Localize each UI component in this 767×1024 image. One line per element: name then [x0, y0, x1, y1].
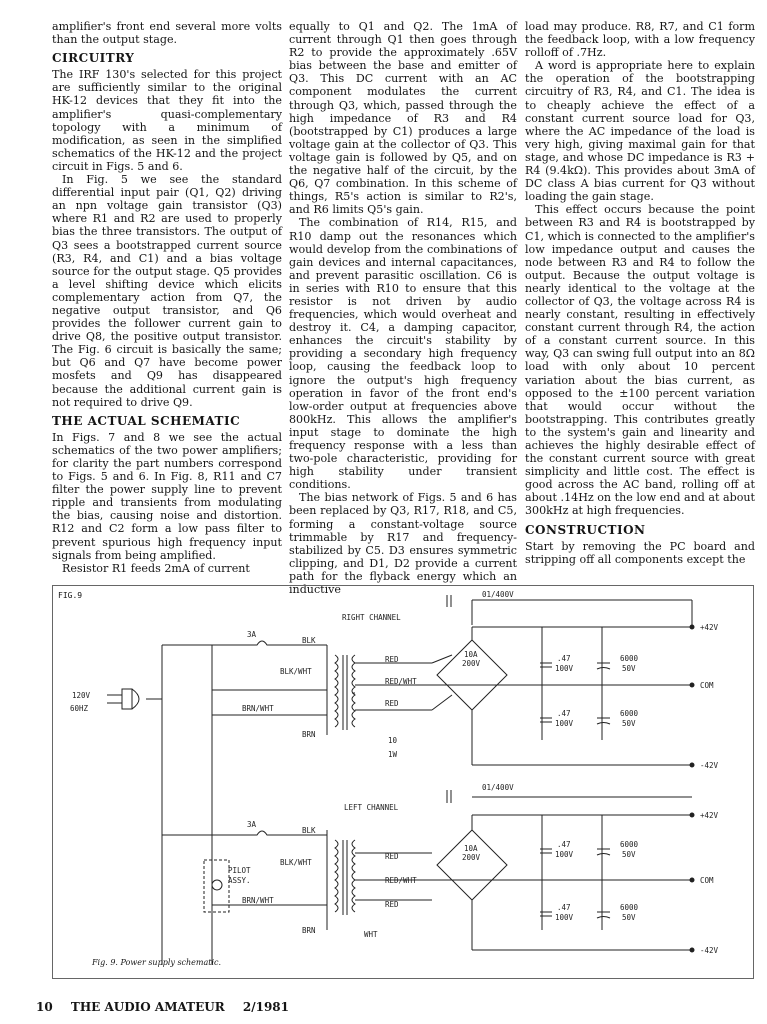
mains-label: 120V: [72, 691, 91, 700]
wire-label: BRN/WHT: [242, 704, 274, 713]
text-column-2: [289, 20, 517, 596]
wire-label: BLK/WHT: [280, 667, 312, 676]
right-channel-label: RIGHT CHANNEL: [342, 613, 401, 622]
cap-label: 6000: [620, 840, 639, 849]
text-column-1: [52, 20, 282, 575]
cap-label: .47: [557, 709, 571, 718]
figure-caption: Fig. 9. Power supply schematic.: [92, 958, 222, 967]
issue-date: 2/1981: [242, 1000, 289, 1014]
cap-label: .47: [557, 903, 571, 912]
paragraph: The bias network of Figs. 5 and 6 has been replaced by Q3, R17, R18, and C5, forming a constant-voltage source trimmable by R17 and frequency-stabilized by C5. D3 ensures symmetric clipping, and D1, D2 provide a current path for the flyback energy which an inductive: [289, 491, 517, 597]
paragraph: Start by removing the PC board and stripping off all components except the: [525, 539, 755, 566]
paragraph: amplifier's front end several more volts than the output stage.: [52, 20, 282, 47]
page-footer: [36, 1000, 303, 1014]
bridge-label: 10A: [464, 844, 478, 853]
mains-label: 60HZ: [70, 704, 89, 713]
paragraph: In Figs. 7 and 8 we see the actual schematics of the two power amplifiers; for clarity the part numbers correspond to Figs. 5 and 6. In Fig. 8, R11 and C7 filter the power supply line to prevent ripple and transients from modulating the bias, causing noise and distortion. R12 and C2 form a low pass filter to prevent spurious high frequency input signals from being amplified.: [52, 430, 282, 562]
pilot-label: PILOT: [228, 866, 251, 875]
section-heading-circuitry: CIRCUITRY: [52, 51, 135, 66]
wire-label: RED: [385, 699, 399, 708]
cap-label: 50V: [622, 719, 636, 728]
paragraph: equally to Q1 and Q2. The 1mA of current through Q1 then goes through R2 to provide the approximately .65V bias between the base and emitter of Q3. This DC current with an AC component modulates the current through Q3, which, passed through the high impedance of R3 and R4 (bootstrapped by C1) produces a large voltage gain at the collector of Q3. This voltage gain is followed by Q5, and on the negative half of the circuit, by the Q6, Q7 combination. In this scheme of things, R5's action is similar to R2's, and R6 limits Q5's gain.: [289, 20, 517, 217]
left-channel-label: LEFT CHANNEL: [344, 803, 399, 812]
cap-label: 01/400V: [482, 783, 514, 792]
magazine-title: THE AUDIO AMATEUR: [70, 1000, 225, 1014]
wire-label: RED: [385, 655, 399, 664]
bridge-label: 200V: [462, 853, 481, 862]
pilot-label: ASSY.: [228, 876, 251, 885]
cap-label: 100V: [555, 913, 574, 922]
rail-label: COM: [700, 876, 714, 885]
fuse-label: 3A: [247, 630, 257, 639]
cap-label: 100V: [555, 850, 574, 859]
cap-label: 100V: [555, 719, 574, 728]
cap-label: 01/400V: [482, 590, 514, 599]
bridge-label: 200V: [462, 659, 481, 668]
cap-label: .47: [557, 654, 571, 663]
resistor-label: 1W: [388, 750, 398, 759]
fuse-label: 3A: [247, 820, 257, 829]
section-heading-actual-schematic: THE ACTUAL SCHEMATIC: [52, 413, 241, 428]
cap-label: 50V: [622, 850, 636, 859]
resistor-label: 10: [388, 736, 398, 745]
cap-label: 50V: [622, 664, 636, 673]
wire-label: BLK: [302, 826, 316, 835]
paragraph: load may produce. R8, R7, and C1 form the feedback loop, with a low frequency rolloff of .7Hz.: [525, 20, 755, 60]
cap-label: 6000: [620, 903, 639, 912]
wire-label: RED: [385, 852, 399, 861]
paragraph: This effect occurs because the point between R3 and R4 is bootstrapped by C1, which is connected to the amplifier's low impedance output and causes the node between R3 and R4 to follow the output. Because the output voltage is nearly identical to the voltage at the collector of Q3, the voltage across R4 is nearly constant, resulting in effectively constant current through R4, the action of a constant current source. In this way, Q3 can swing full output into an 8Ω load with only about 10 percent variation about the bias current, as opposed to the ±100 percent variation that would occur without the bootstrapping. This contributes greatly to the system's gain and linearity and achieves the highly desirable effect of the constant current source with great simplicity and little cost. The effect is good across the AC band, rolling off at about .14Hz on the low end and at about 300kHz at high frequencies.: [525, 203, 755, 518]
paragraph: The IRF 130's selected for this project are sufficiently similar to the original HK-12 devices that they fit into the amplifier's quasi-complementary topology with a minimum of modification, as seen in the simplified schematics of the HK-12 and the project circuit in Figs. 5 and 6.: [52, 68, 282, 173]
paragraph: In Fig. 5 we see the standard differential input pair (Q1, Q2) driving an npn voltage gain transistor (Q3) where R1 and R2 are used to properly bias the three transistors. The output of Q3 sees a bootstrapped current source (R3, R4, and C1) and a bias voltage source for the output stage. Q5 provides a level shifting device which elicits complementary action from Q7, the negative output transistor, and Q6 provides the follower current gain to drive Q8, the positive output transistor. The Fig. 6 circuit is basically the same; but Q6 and Q7 have become power mosfets and Q9 has disappeared because the additional current gain is not required to drive Q9.: [52, 173, 282, 409]
rail-label: +42V: [700, 811, 719, 820]
cap-label: 50V: [622, 913, 636, 922]
cap-label: 6000: [620, 709, 639, 718]
paragraph: The combination of R14, R15, and R10 damp out the resonances which would develop from the combinations of gain devices and internal capacitances, and prevent parasitic oscillation. C6 is in series with R10 to ensure that this resistor is not driven by audio frequencies, which would overheat and destroy it. C4, a damping capacitor, enhances the circuit's stability by providing a secondary high frequency loop, causing the feedback loop to ignore the output's high frequency operation in favor of the front end's low-order output at frequencies above 800kHz. This allows the amplifier's input stage to dominate the high frequency response with a less than two-pole characteristic, providing for high stability under transient conditions.: [289, 216, 517, 492]
figure-label: FIG.9: [58, 591, 83, 600]
rail-label: -42V: [700, 946, 719, 955]
wire-label: RED/WHT: [385, 876, 417, 885]
wire-label: WHT: [364, 930, 378, 939]
wire-label: BLK: [302, 636, 316, 645]
cap-label: .47: [557, 840, 571, 849]
page-number: 10: [36, 1000, 53, 1014]
rail-label: COM: [700, 681, 714, 690]
bridge-label: 10A: [464, 650, 478, 659]
paragraph: A word is appropriate here to explain the operation of the bootstrapping circuitry of R3, R4, and C1. The idea is to cheaply achieve the effect of a constant current source load for Q3, where the AC impedance of the load is very high, giving maximal gain for that stage, and whose DC impedance is R3 + R4 (9.4kΩ). This provides about 3mA of DC class A bias current for Q3 without loading the gain stage.: [525, 59, 755, 204]
rail-label: -42V: [700, 761, 719, 770]
paragraph: Resistor R1 feeds 2mA of current: [62, 561, 250, 575]
wire-label: BRN: [302, 730, 316, 739]
section-heading-construction: CONSTRUCTION: [525, 522, 646, 537]
wire-label: BRN: [302, 926, 316, 935]
cap-label: 100V: [555, 664, 574, 673]
wire-label: RED/WHT: [385, 677, 417, 686]
wire-label: BLK/WHT: [280, 858, 312, 867]
power-supply-schematic: [52, 585, 752, 977]
rail-label: +42V: [700, 623, 719, 632]
wire-label: BRN/WHT: [242, 896, 274, 905]
wire-label: RED: [385, 900, 399, 909]
text-column-3: [525, 20, 755, 566]
cap-label: 6000: [620, 654, 639, 663]
